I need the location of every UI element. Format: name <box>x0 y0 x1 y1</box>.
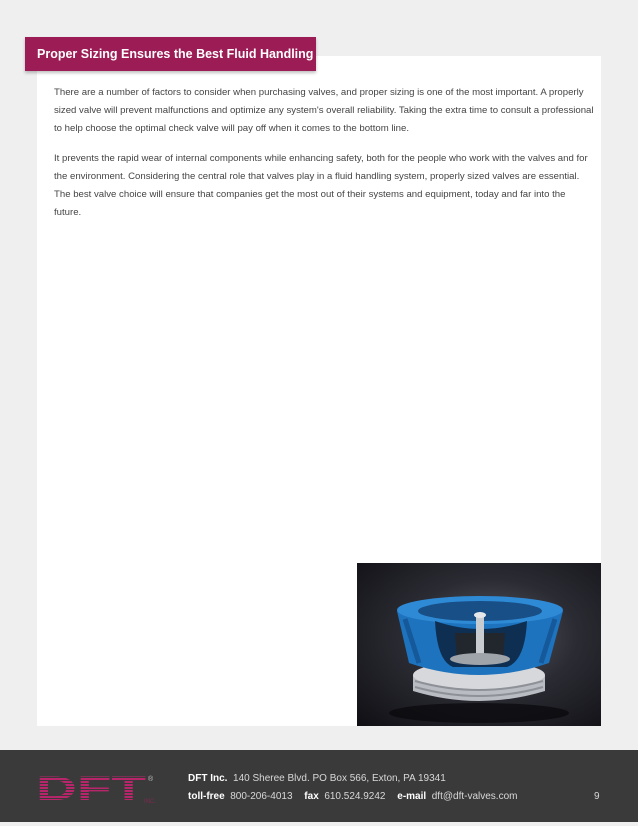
body-text <box>54 84 594 234</box>
email-address[interactable]: dft@dft-valves.com <box>431 791 518 802</box>
company-name: DFT Inc. <box>188 773 228 784</box>
company-address: 140 Sheree Blvd. PO Box 566, Exton, PA 19341 <box>233 773 446 784</box>
tollfree-number: 800-206-4013 <box>230 791 293 802</box>
paragraph-1: There are a number of factors to consider when purchasing valves, and proper sizing is one of the most important. A properly sized valve will prevent malfunctions and optimize any system's overall reliability. Taking the extra time to consult a professional to help choose the optimal check valve will pay off when it comes to the bottom line. <box>54 87 594 134</box>
tollfree-label: toll-free <box>188 791 225 802</box>
logo-wordmark: DFT <box>36 772 147 806</box>
section-heading: Proper Sizing Ensures the Best Fluid Handling <box>25 37 316 71</box>
dft-logo <box>36 772 164 806</box>
fax-number: 610.524.9242 <box>324 791 386 802</box>
paragraph-2: It prevents the rapid wear of internal components while enhancing safety, both for the people who work with the valves and for the environment. Considering the central role that valves play in a fluid handling system, properly sized valves are essential. The best valve choice will ensure that companies get the most out of their systems and equipment, today and far into the future. <box>54 153 588 218</box>
footer-edge <box>0 822 638 826</box>
footer-contact-line <box>188 791 517 802</box>
logo-suffix: INC. <box>144 799 156 805</box>
check-valve-photo <box>357 563 601 726</box>
logo-registered-mark: ® <box>148 776 154 783</box>
email-label: e-mail <box>397 791 427 802</box>
page-number: 9 <box>594 791 600 802</box>
footer-address-line <box>188 773 446 784</box>
check-valve-illustration <box>357 563 601 726</box>
fax-label: fax <box>304 791 319 802</box>
